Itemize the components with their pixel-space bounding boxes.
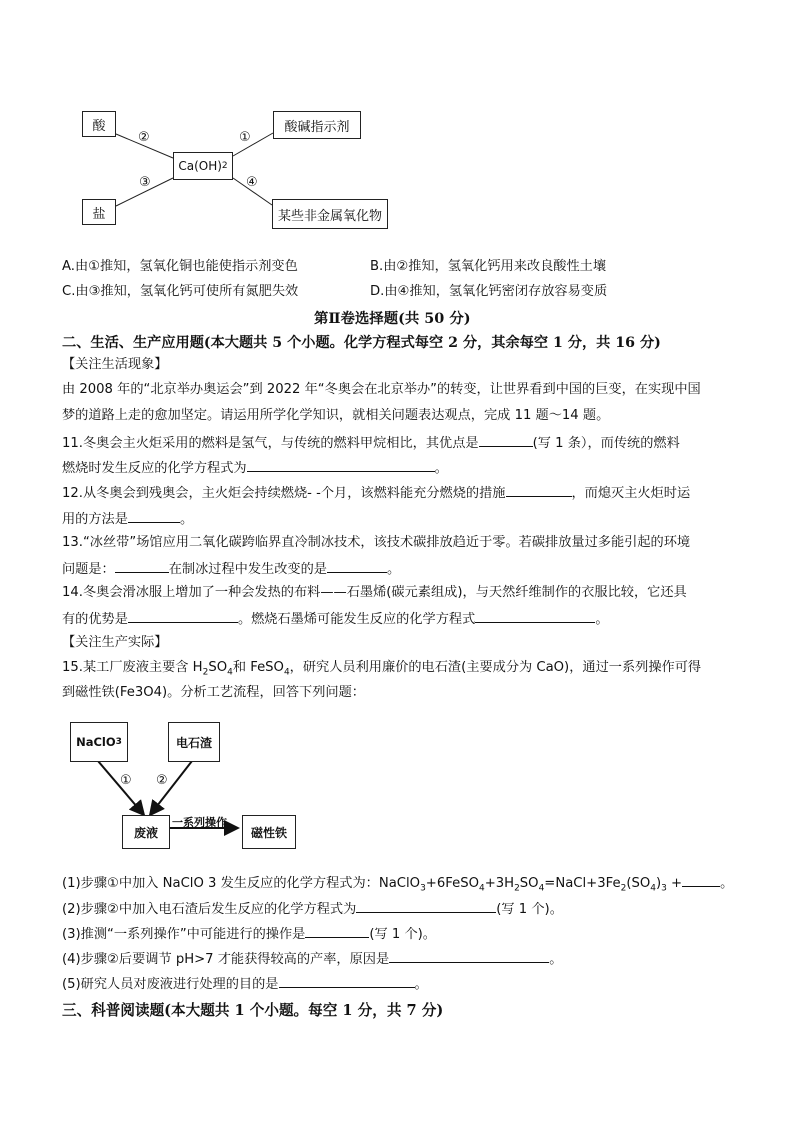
sq1-sub-c: 2 [514,883,520,894]
production-tag: 【关注生产实际】 [62,635,168,650]
question-11-line2 [62,459,448,477]
question-11-line1 [62,434,680,452]
q11-text-b: (写 1 条），而传统的燃料 [532,436,680,451]
center-label: Ca(OH) [178,159,222,173]
sq3-text-b: (写 1 个)。 [369,927,436,942]
life-tag: 【关注生活现象】 [62,357,168,372]
q12-text-b: ，而熄灭主火炬时运 [571,486,691,501]
q15-text-3: 和 FeSO [232,660,284,675]
q11-blank-1[interactable] [479,434,533,447]
sq1-sub-a: 3 [420,883,426,894]
step-1-marker: ① [120,773,132,788]
question-14-line1: 14.冬奥会滑冰服上增加了一种会发热的布料——石墨烯(碳元素组成)，与天然纤维制作的衣服比较，它还具 [62,585,687,600]
q15-sub-2: 4 [227,667,233,678]
magnetic-iron-label: 磁性铁 [250,825,287,840]
section2-title: 二、生活、生产应用题(本大题共 5 个小题。化学方程式每空 2 分，其余每空 1 分，共 16 分) [62,335,661,351]
center-box: Ca(OH) 2 [173,152,233,180]
q13-text-b: 问题是： [62,562,115,577]
sq1-sub-g: 3 [661,883,667,894]
sq5-text-a: (5)研究人员对废液进行处理的目的是 [62,977,279,992]
sq1-text-b: +6FeSO [425,876,479,891]
q12-blank-1[interactable] [506,484,572,497]
q12-text-a: 12.从冬奥会到残奥会，主火炬会持续燃烧- -个月，该燃料能充分燃烧的措施 [62,486,506,501]
sq1-text-g: ) [655,876,662,891]
q15-text-2: SO [208,660,228,675]
question-15-line1 [62,660,701,676]
nonmetal-oxide-box [272,199,388,229]
question-13-line1: 13.“冰丝带”场馆应用二氧化碳跨临界直冷制冰技术，该技术碳排放趋近于零。若碳排放量过多能引起的环境 [62,535,691,550]
sq5-text-b: 。 [414,977,428,992]
salt-box [82,199,116,225]
question-12-line1 [62,484,690,502]
sq1-text-i: 。 [720,876,734,891]
q12-blank-2[interactable] [128,510,180,523]
q14-blank-1[interactable] [128,610,238,623]
sq4-blank[interactable] [389,950,549,963]
question-14-line2 [62,610,609,628]
q15-sub-1: 2 [202,667,209,678]
relation-2-marker: ② [138,130,150,145]
q14-text-d: 。 [595,612,609,627]
q14-text-b: 有的优势是 [62,612,128,627]
q13-blank-2[interactable] [327,560,387,573]
series-operations-label: 一系列操作 [172,816,227,829]
question-12-line2 [62,510,193,528]
sq1-text-d: SO [519,876,539,891]
sq4-text-a: (4)步骤②后要调节 pH>7 才能获得较高的产率，原因是 [62,952,390,967]
waste-liquid-label: 废液 [133,825,158,840]
subquestion-3 [62,925,436,943]
waste-liquid-box [122,815,170,849]
sq1-sub-d: 4 [538,883,545,894]
salt-label: 盐 [92,206,106,222]
sq4-text-b: 。 [549,952,563,967]
q12-text-c: 用的方法是 [62,512,128,527]
sq1-sub-e: 2 [620,883,627,894]
subquestion-2 [62,900,563,918]
option-b: B.由②推知，氢氧化钙用来改良酸性土壤 [370,259,607,274]
q15-text-4: ，研究人员利用廉价的电石渣(主要成分为 CaO)，通过一系列操作可得 [289,660,702,675]
sq1-sub-b: 4 [478,883,485,894]
sq3-text-a: (3)推测“一系列操作”中可能进行的操作是 [62,927,306,942]
indicator-box [273,111,361,139]
sq2-blank[interactable] [356,900,496,913]
sq5-blank[interactable] [279,975,415,988]
q13-text-d: 。 [387,562,401,577]
sq3-blank[interactable] [305,925,369,938]
sq2-text-b: (写 1 个)。 [496,902,563,917]
q15-text-1: 15.某工厂废液主要含 H [62,660,203,675]
nonmetal-oxide-label: 某些非金属氧化物 [277,208,382,224]
acid-box [82,111,116,137]
relation-1-marker: ① [239,130,251,145]
q11-text-c: 燃烧时发生反应的化学方程式为 [62,461,247,476]
q11-text-d: 。 [434,461,448,476]
acid-label: 酸 [92,118,106,134]
question-13-line2 [62,560,400,578]
step-2-marker: ② [156,773,168,788]
q13-blank-1[interactable] [115,560,169,573]
magnetic-iron-box [242,815,296,849]
naclo3-label: NaClO [76,735,116,749]
diagram1-connectors [0,0,794,240]
question-15-line2: 到磁性铁(Fe3O4)。分析工艺流程，回答下列问题： [62,685,365,700]
sq1-text-c: +3H [484,876,515,891]
q12-text-d: 。 [179,512,194,527]
sq2-text-a: (2)步骤②中加入电石渣后发生反应的化学方程式为 [62,902,357,917]
sq1-text-e: =NaCl+3Fe [544,876,621,891]
intro-line-2: 梦的道路上走的愈加坚定。请运用所学化学知识，就相关问题表达观点，完成 11 题～14 题。 [62,408,610,423]
q11-text-a: 11.冬奥会主火炬采用的燃料是氢气，与传统的燃料甲烷相比，其优点是 [62,436,479,451]
sq1-blank[interactable] [682,874,720,887]
option-d: D.由④推知，氢氧化钙密闭存放容易变质 [370,284,608,299]
naclo3-box: NaClO 3 [70,722,128,762]
intro-line-1: 由 2008 年的“北京举办奥运会”到 2022 年“冬奥会在北京举办”的转变，让世界看到中国的巨变，在实现中国 [62,382,701,397]
subquestion-4 [62,950,562,968]
carbide-slag-label: 电石渣 [175,735,212,750]
q15-sub-3: 4 [283,667,290,678]
carbide-slag-box [168,722,220,762]
indicator-label: 酸碱指示剂 [284,119,350,135]
q13-text-c: 在制冰过程中发生改变的是 [168,562,327,577]
relation-4-marker: ④ [246,175,258,190]
sq1-text-f: (SO [626,876,651,891]
sq1-text-a: (1)步骤①中加入 NaClO 3 发生反应的化学方程式为：NaClO [62,876,421,891]
part2-title: 第Ⅱ卷选择题(共 50 分) [314,310,471,327]
q14-blank-2[interactable] [475,610,595,623]
q14-text-c: 。燃烧石墨烯可能发生反应的化学方程式 [237,612,476,627]
subquestion-5 [62,975,428,993]
subquestion-1 [62,874,733,892]
sq1-sub-f: 4 [650,883,656,894]
option-a: A.由①推知，氢氧化铜也能使指示剂变色 [62,259,298,274]
q11-blank-2[interactable] [247,459,435,472]
section3-title: 三、科普阅读题(本大题共 1 个小题。每空 1 分，共 7 分) [62,1002,444,1019]
relation-3-marker: ③ [139,175,151,190]
sq1-text-h: + [666,876,683,891]
option-c: C.由③推知，氢氧化钙可使所有氮肥失效 [62,284,299,299]
